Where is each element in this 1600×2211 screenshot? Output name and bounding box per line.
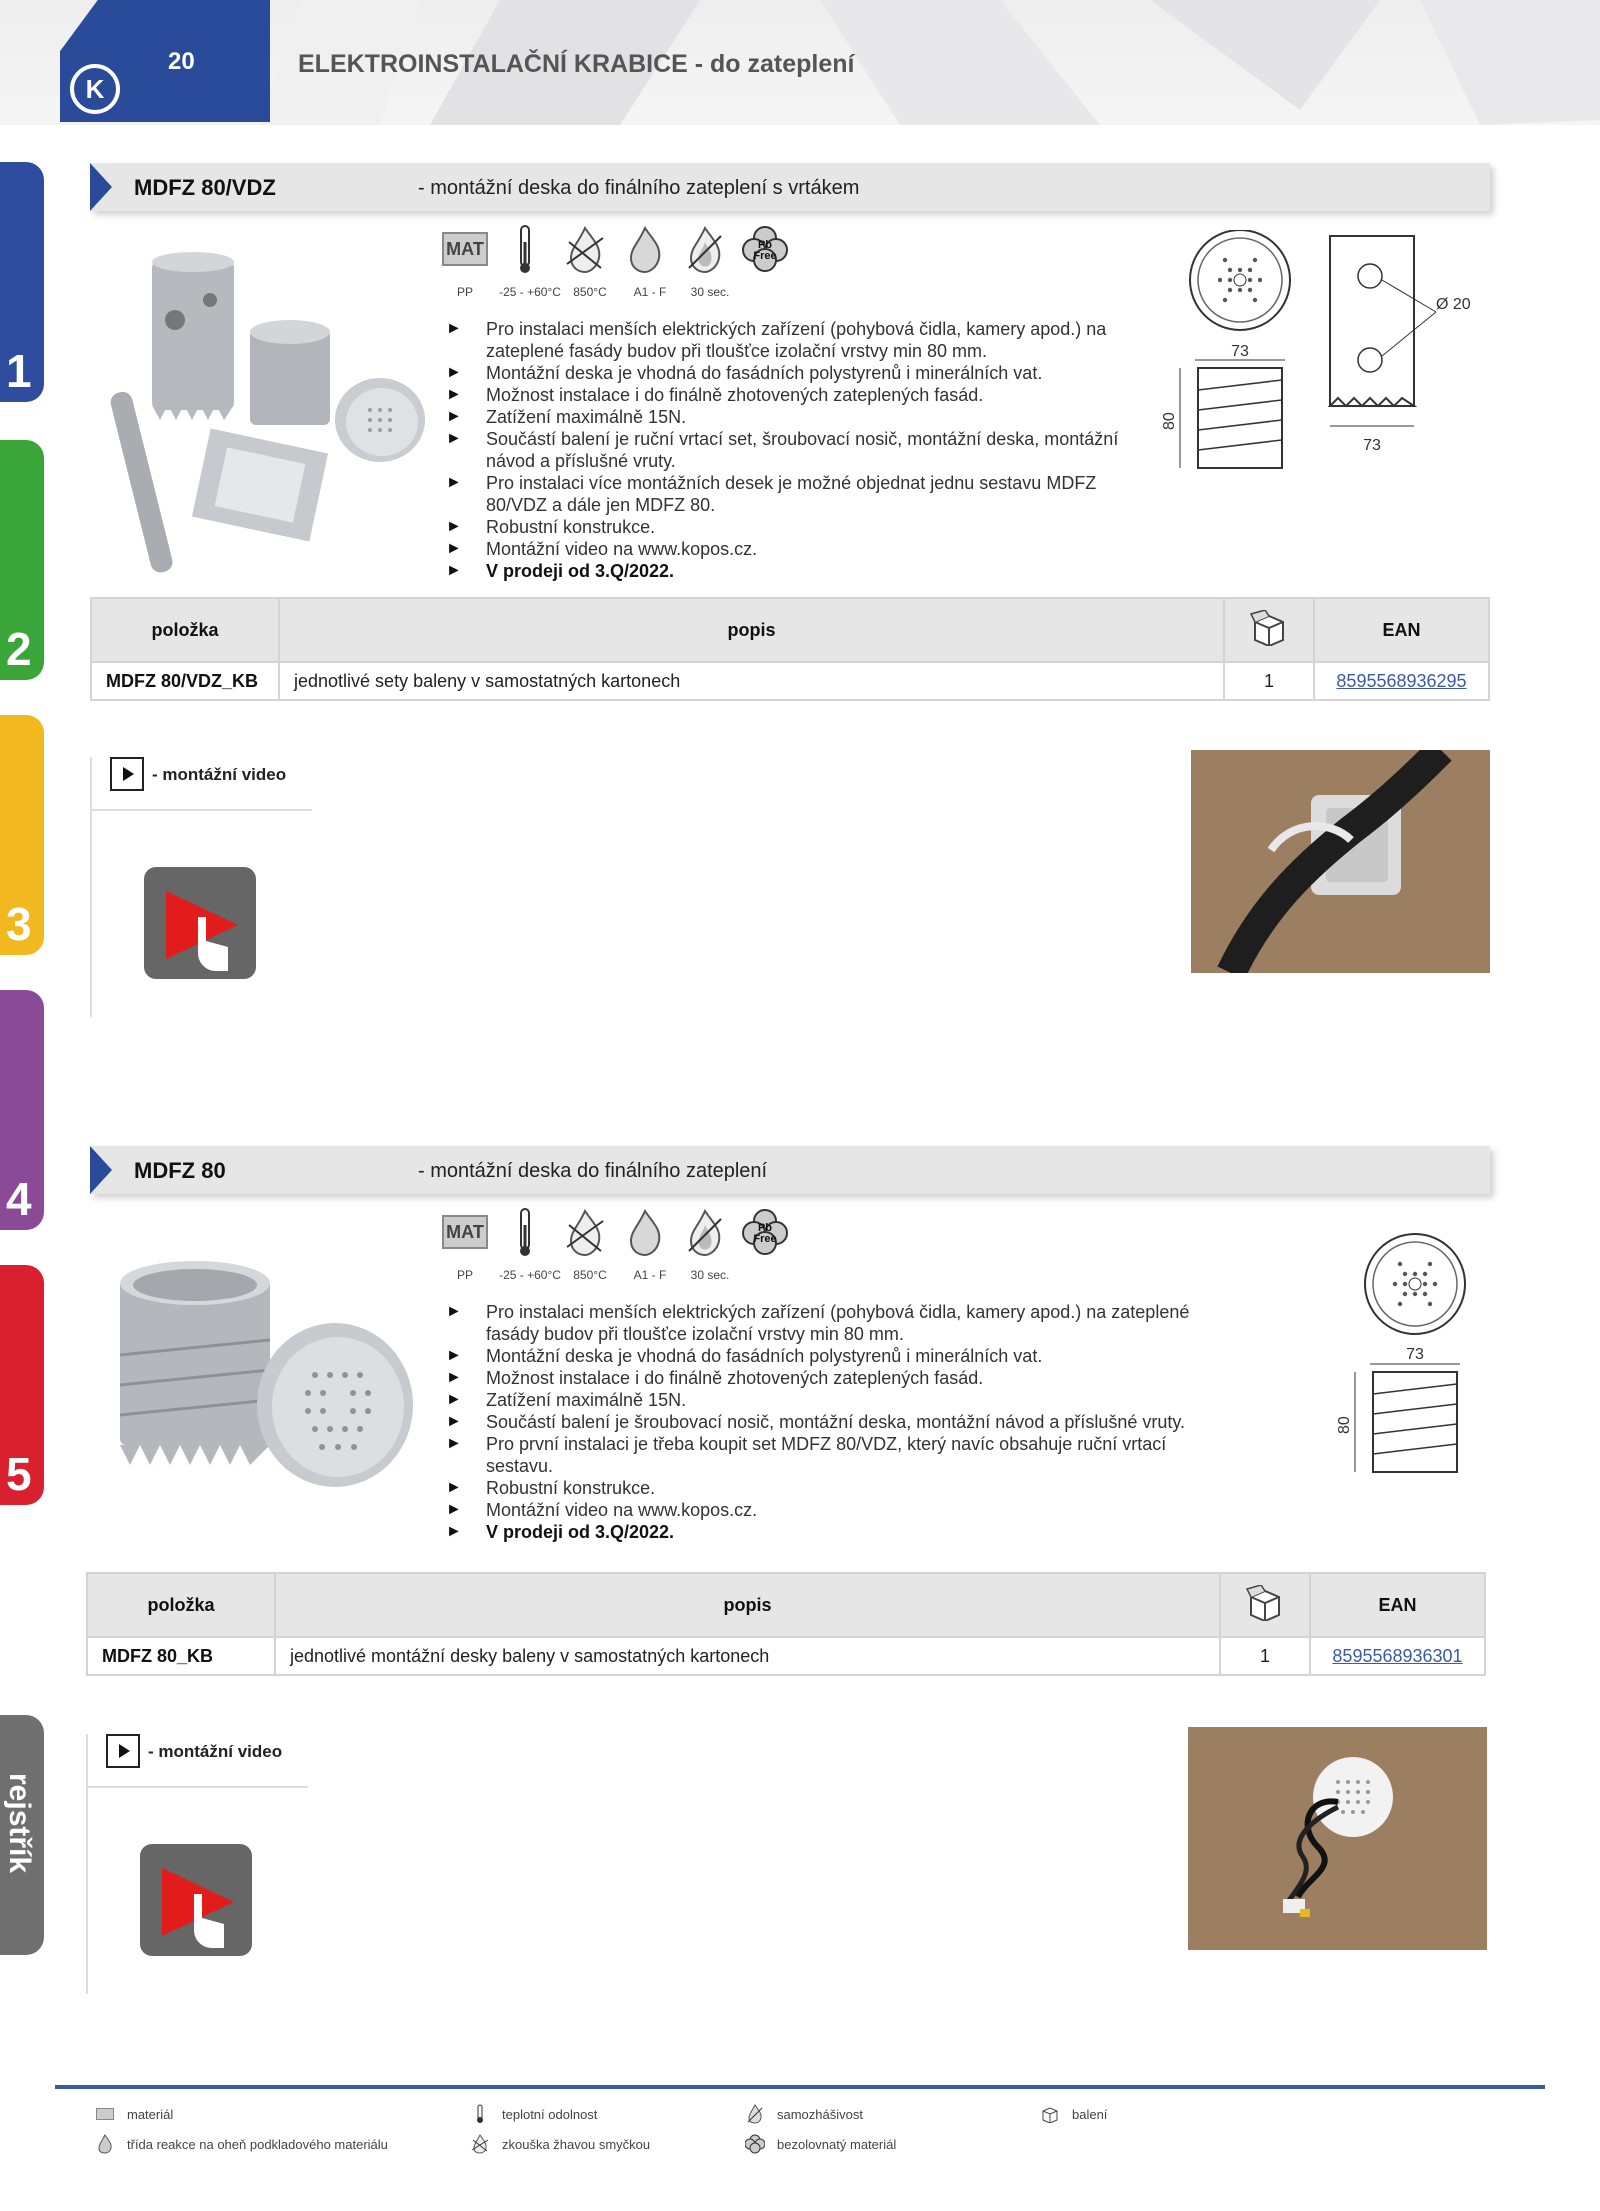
box-icon [1249, 610, 1289, 646]
cell-description: jednotlivé sety baleny v samostatných kartonech [279, 662, 1224, 700]
installation-photo-2 [1188, 1727, 1487, 1950]
self-extinguishing-icon [745, 2104, 765, 2124]
col-header-ean: EAN [1314, 598, 1489, 662]
legend-item-temperature: teplotní odolnost [470, 2104, 597, 2124]
pb-free-icon [745, 2134, 765, 2154]
footer-divider [55, 2085, 1545, 2089]
glow-wire-icon [470, 2134, 490, 2154]
box-icon [1245, 1585, 1285, 1621]
cell-qty: 1 [1220, 1637, 1310, 1675]
thermometer-icon [500, 224, 550, 274]
product-description: - montážní deska do finálního zateplení [418, 1160, 768, 1182]
col-header-item: položka [87, 1573, 275, 1637]
cell-item: MDFZ 80/VDZ_KB [91, 662, 279, 700]
video-thumbnail[interactable] [140, 1844, 252, 1956]
side-tab-3[interactable]: 3 [0, 715, 44, 955]
feature-item: ► Montážní deska je vhodná do fasádních polystyrenů i minerálních vat. [446, 362, 1146, 384]
side-tab-index[interactable]: rejstřík [0, 1715, 44, 1955]
bar-arrow-icon [90, 1146, 112, 1194]
feature-list [446, 1301, 1236, 1543]
fire-class-icon [620, 224, 670, 274]
thermometer-icon [500, 1207, 550, 1257]
svg-text:73: 73 [1363, 437, 1381, 454]
legend-item-packaging: balení [1040, 2104, 1107, 2124]
svg-text:Ø 20: Ø 20 [1436, 296, 1471, 313]
col-header-packaging [1220, 1573, 1310, 1637]
feature-item: ► Součástí balení je šroubovací nosič, montážní deska, montážní návod a příslušné vruty. [446, 1411, 1236, 1433]
video-label: - montážní video [152, 765, 287, 784]
legend-item-fire-class: třída reakce na oheň podkladového materiálu [95, 2134, 388, 2154]
product-table-2 [86, 1572, 1486, 1676]
technical-drawing-mdfz80vdz [1160, 230, 1480, 490]
legend-item-self-extinguishing: samozhášivost [745, 2104, 863, 2124]
product-bar-mdfz80vdz [90, 163, 1490, 211]
product-image-mdfz80vdz [90, 240, 430, 580]
svg-text:Pb: Pb [757, 1222, 773, 1234]
video-play-icon [140, 1844, 252, 1956]
feature-item: ► Montážní video na www.kopos.cz. [446, 538, 1146, 560]
video-thumbnail[interactable] [144, 867, 256, 979]
legend-item-pb-free: bezolovnatý materiál [745, 2134, 896, 2154]
product-code: MDFZ 80/VDZ [134, 175, 276, 200]
video-block-1 [90, 757, 330, 1017]
fire-class-icon [620, 1207, 670, 1257]
bar-arrow-icon [90, 163, 112, 211]
page-number: 20 [168, 48, 195, 75]
feature-item: ► Pro instalaci menších elektrických zařízení (pohybová čidla, kamery apod.) na zateplené fasády budov při tloušťce izolační vrstvy min 80 mm. [446, 1301, 1236, 1345]
legend-item-material: materiál [95, 2104, 173, 2124]
feature-item: ► Zatížení maximálně 15N. [446, 1389, 1236, 1411]
col-header-description: popis [275, 1573, 1220, 1637]
installation-photo-1 [1191, 750, 1490, 973]
feature-item: ► V prodeji od 3.Q/2022. [446, 1521, 1236, 1543]
feature-item: ► Robustní konstrukce. [446, 516, 1146, 538]
feature-item: ► Montážní deska je vhodná do fasádních polystyrenů i minerálních vat. [446, 1345, 1236, 1367]
feature-list [446, 318, 1146, 582]
feature-item: ► Robustní konstrukce. [446, 1477, 1236, 1499]
svg-text:73: 73 [1231, 343, 1249, 360]
video-label: - montážní video [148, 1742, 283, 1761]
feature-item: ► Montážní video na www.kopos.cz. [446, 1499, 1236, 1521]
svg-text:Pb: Pb [757, 239, 773, 251]
side-tab-4[interactable]: 4 [0, 990, 44, 1230]
icon-labels: PP -25 - +60°C 850°C A1 - F 30 sec. [456, 285, 730, 299]
svg-text:Free: Free [753, 250, 777, 262]
thermometer-icon [470, 2104, 490, 2124]
ean-link[interactable]: 8595568936295 [1314, 662, 1489, 700]
icon-labels: PP -25 - +60°C 850°C A1 - F 30 sec. [456, 1268, 730, 1282]
feature-item: ► V prodeji od 3.Q/2022. [446, 560, 1146, 582]
material-icon: MAT [440, 1207, 490, 1257]
cell-qty: 1 [1224, 662, 1314, 700]
glow-wire-icon [560, 224, 610, 274]
feature-item: ► Součástí balení je ruční vrtací set, šroubovací nosič, montážní deska, montážní návod a příslušné vruty. [446, 428, 1146, 472]
col-header-ean: EAN [1310, 1573, 1485, 1637]
cell-description: jednotlivé montážní desky baleny v samostatných kartonech [275, 1637, 1220, 1675]
video-block-2 [86, 1734, 326, 1994]
pb-free-icon [740, 224, 790, 274]
product-code: MDFZ 80 [134, 1158, 226, 1183]
product-bar-mdfz80 [90, 1146, 1490, 1194]
side-tab-1[interactable]: 1 [0, 162, 44, 402]
feature-item: ► Pro první instalaci je třeba koupit set MDFZ 80/VDZ, který navíc obsahuje ruční vrtací sestavu. [446, 1433, 1236, 1477]
side-tab-2[interactable]: 2 [0, 440, 44, 680]
fire-class-icon [95, 2134, 115, 2154]
product-table-1 [90, 597, 1490, 701]
ean-link[interactable]: 8595568936301 [1310, 1637, 1485, 1675]
play-icon[interactable] [106, 1734, 140, 1768]
glow-wire-icon [560, 1207, 610, 1257]
feature-item: ► Možnost instalace i do finálně zhotovených zateplených fasád. [446, 384, 1146, 406]
cell-item: MDFZ 80_KB [87, 1637, 275, 1675]
col-header-packaging [1224, 598, 1314, 662]
feature-item: ► Zatížení maximálně 15N. [446, 406, 1146, 428]
feature-item: ► Pro instalaci menších elektrických zařízení (pohybová čidla, kamery apod.) na zateplené fasády budov při tloušťce izolační vrstvy min 80 mm. [446, 318, 1146, 362]
table-row [87, 1637, 1485, 1675]
icon-row [440, 1207, 790, 1257]
col-header-description: popis [279, 598, 1224, 662]
kopos-logo: K [70, 64, 120, 114]
legend-item-glow-wire: zkouška žhavou smyčkou [470, 2134, 650, 2154]
technical-drawing-mdfz80 [1330, 1228, 1490, 1488]
material-icon: MAT [440, 224, 490, 274]
pb-free-icon [740, 1207, 790, 1257]
product-description: - montážní deska do finálního zateplení s vrtákem [418, 177, 860, 199]
feature-item: ► Pro instalaci více montážních desek je možné objednat jednu sestavu MDFZ 80/VDZ a dále jen MDFZ 80. [446, 472, 1146, 516]
col-header-item: položka [91, 598, 279, 662]
svg-text:80: 80 [1336, 1416, 1353, 1434]
svg-text:80: 80 [1161, 412, 1178, 430]
material-icon [95, 2104, 115, 2124]
box-icon [1040, 2104, 1060, 2124]
video-play-icon [144, 867, 256, 979]
table-row [91, 662, 1489, 700]
play-icon[interactable] [110, 757, 144, 791]
self-extinguishing-icon [680, 224, 730, 274]
feature-item: ► Možnost instalace i do finálně zhotovených zateplených fasád. [446, 1367, 1236, 1389]
icon-row [440, 224, 790, 274]
side-tab-5[interactable]: 5 [0, 1265, 44, 1505]
page-title: ELEKTROINSTALAČNÍ KRABICE - do zateplení [298, 50, 855, 78]
self-extinguishing-icon [680, 1207, 730, 1257]
svg-text:73: 73 [1406, 1346, 1424, 1363]
product-image-mdfz80 [100, 1245, 420, 1505]
svg-text:Free: Free [753, 1233, 777, 1245]
